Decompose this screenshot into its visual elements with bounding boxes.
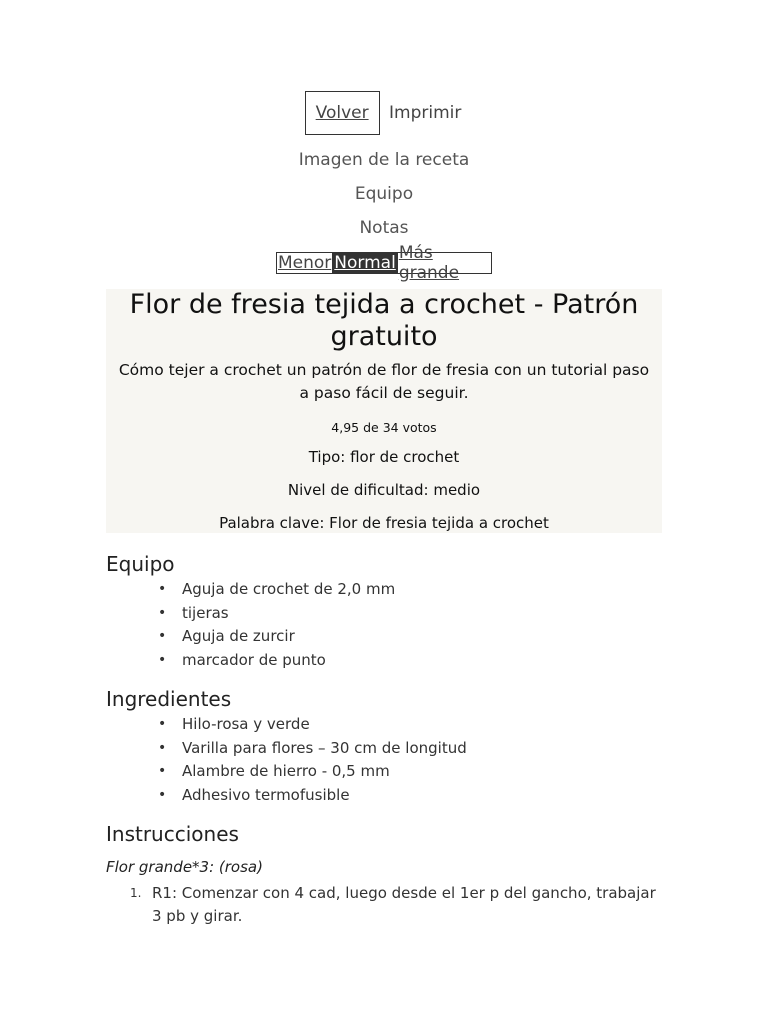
- step-number: 1.: [130, 886, 142, 900]
- list-item: • Aguja de crochet de 2,0 mm: [182, 578, 395, 602]
- recipe-header-card: [106, 289, 662, 533]
- jump-link-equipment[interactable]: Equipo: [354, 184, 414, 204]
- text-size-normal[interactable]: Normal: [334, 253, 396, 273]
- ingredients-heading: Ingredientes: [106, 687, 232, 711]
- text-size-larger[interactable]: Más grande: [398, 243, 460, 283]
- back-button[interactable]: Volver: [305, 91, 380, 135]
- instruction-step: [130, 882, 662, 928]
- jump-link-recipe-image[interactable]: Imagen de la receta: [298, 150, 470, 170]
- list-item: • Aguja de zurcir: [182, 625, 395, 649]
- instructions-list: [130, 882, 662, 928]
- list-item: • Alambre de hierro - 0,5 mm: [182, 760, 467, 784]
- list-item: • Hilo-rosa y verde: [182, 713, 467, 737]
- list-item: • marcador de punto: [182, 649, 395, 673]
- text-size-smaller[interactable]: Menor: [278, 253, 332, 273]
- recipe-rating: 4,95 de 34 votos: [331, 420, 437, 435]
- top-nav: [0, 91, 768, 135]
- instruction-group-title: Flor grande*3: (rosa): [106, 858, 263, 876]
- equipment-heading: Equipo: [106, 552, 175, 576]
- instructions-heading: Instrucciones: [106, 822, 239, 846]
- jump-link-notes[interactable]: Notas: [359, 218, 409, 238]
- list-item: • tijeras: [182, 602, 395, 626]
- equipment-list: [182, 578, 395, 672]
- recipe-title: Flor de fresia tejida a crochet - Patrón gratuito: [129, 289, 639, 352]
- recipe-difficulty: Nivel de dificultad: medio: [287, 481, 481, 499]
- text-size-switcher: [276, 243, 492, 283]
- recipe-summary: Cómo tejer a crochet un patrón de flor de fresia con un tutorial paso a paso fácil de seguir.: [118, 361, 650, 402]
- step-text: R1: Comenzar con 4 cad, luego desde el 1er p del gancho, trabajar 3 pb y girar.: [152, 884, 656, 925]
- list-item: • Varilla para flores – 30 cm de longitud: [182, 737, 467, 761]
- recipe-keyword: Palabra clave: Flor de fresia tejida a crochet: [219, 514, 549, 532]
- recipe-type: Tipo: flor de crochet: [308, 448, 460, 466]
- print-button[interactable]: Imprimir: [389, 103, 462, 123]
- ingredients-list: [182, 713, 467, 807]
- list-item: • Adhesivo termofusible: [182, 784, 467, 808]
